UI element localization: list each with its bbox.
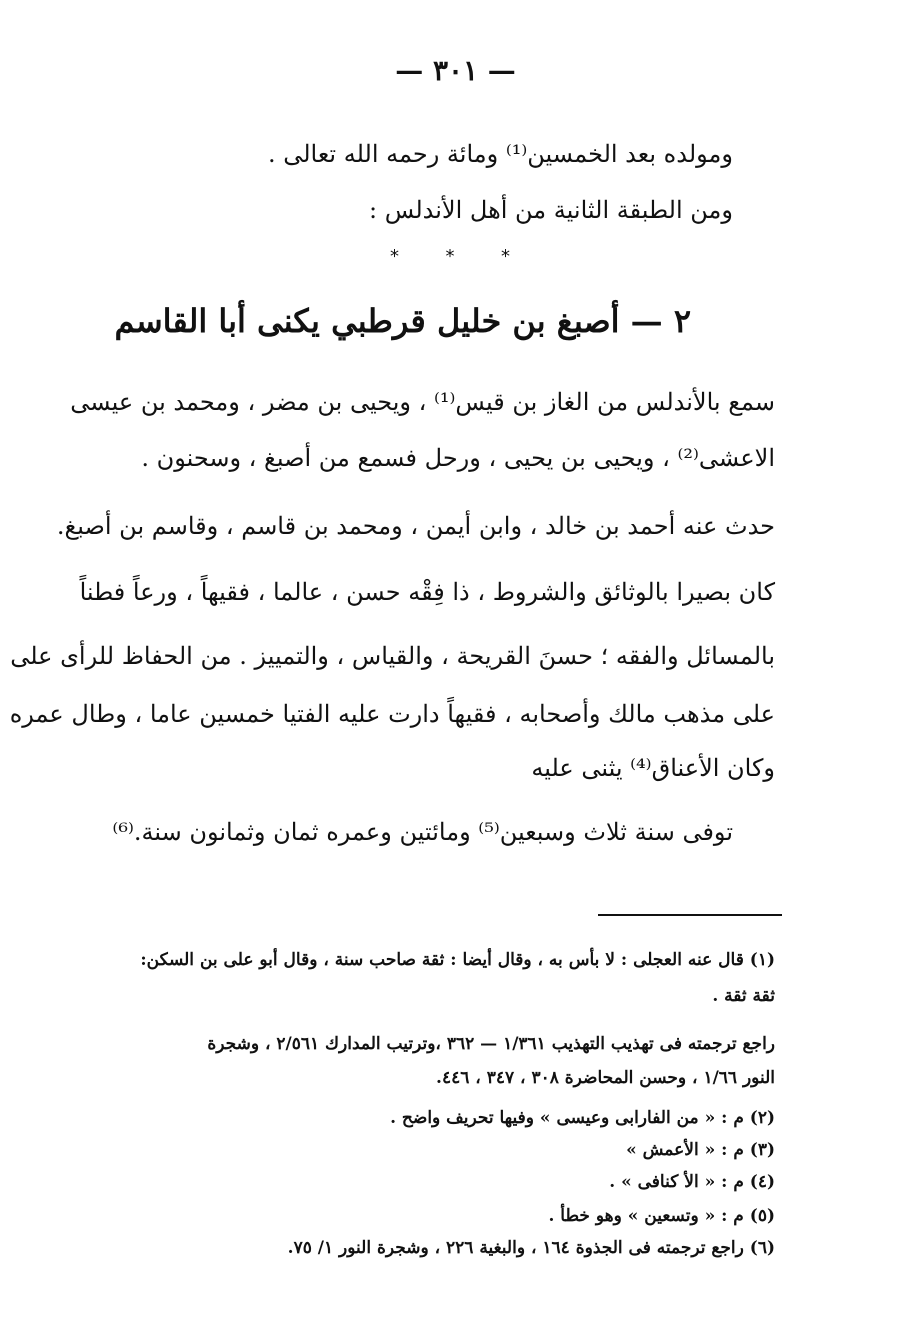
body-line-7: وكان الأعناق⁽⁴⁾ يثنى عليه: [531, 754, 775, 782]
footnote-1-cont: ثقة ثقة .: [712, 986, 775, 1006]
page-number: — ٣٠١ —: [395, 54, 516, 87]
body-line-8: توفى سنة ثلاث وسبعين⁽⁵⁾ ومائتين وعمره ثمان وثمانون سنة.⁽⁶⁾: [112, 818, 733, 846]
star-icon: *: [501, 246, 510, 267]
intro-line-2: ومن الطبقة الثانية من أهل الأندلس :: [369, 196, 733, 224]
intro-line-1: ومولده بعد الخمسين⁽¹⁾ ومائة رحمه الله تعالى .: [267, 140, 733, 168]
footnote-1-ref: راجع ترجمته فى تهذيب التهذيب ١/٣٦١ — ٣٦٢ ،وترتيب المدارك ٢/٥٦١ ، وشجرة: [207, 1034, 775, 1054]
footnote-divider: [598, 914, 782, 916]
entry-title: ٢ — أصبغ بن خليل قرطبي يكنى أبا القاسم: [114, 302, 691, 340]
footnote-1-ref-cont: النور ١/٦٦ ، وحسن المحاضرة ٣٠٨ ، ٣٤٧ ، ٤٤٦.: [436, 1068, 775, 1088]
footnote-6: (٦) راجع ترجمته فى الجذوة ١٦٤ ، والبغية ٢٢٦ ، وشجرة النور ١/ ٧٥.: [287, 1238, 775, 1258]
body-line-3: حدث عنه أحمد بن خالد ، وابن أيمن ، ومحمد بن قاسم ، وقاسم بن أصبغ.: [56, 512, 775, 540]
body-line-1: سمع بالأندلس من الغاز بن قيس⁽¹⁾ ، ويحيى بن مضر ، ومحمد بن عيسى: [70, 388, 775, 416]
star-icon: *: [445, 246, 455, 267]
footnote-1: (١) قال عنه العجلى : لا بأس به ، وقال أيضا : ثقة صاحب سنة ، وقال أبو على بن السكن:: [140, 950, 775, 970]
body-line-6: على مذهب مالك وأصحابه ، فقيهاً دارت عليه الفتيا خمسين عاما ، وطال عمره: [9, 700, 775, 728]
separator-stars: [390, 248, 510, 266]
body-line-4: كان بصيرا بالوثائق والشروط ، ذا فِقْه حسن ، عالما ، فقيهاً ، ورعاً فطناً: [79, 578, 775, 606]
footnote-3: (٣) م : « الأعمش »: [626, 1140, 775, 1160]
body-line-2: الاعشى⁽²⁾ ، ويحيى بن يحيى ، ورحل فسمع من أصبغ ، وسحنون .: [141, 444, 775, 472]
star-icon: *: [390, 246, 399, 267]
footnote-4: (٤) م : « الأ كنافى » .: [609, 1172, 775, 1192]
footnote-5: (٥) م : « وتسعين » وهو خطأ .: [548, 1206, 775, 1226]
body-line-5: بالمسائل والفقه ؛ حسنَ القريحة ، والقياس ، والتمييز . من الحفاظ للرأى على: [10, 642, 775, 670]
footnote-2: (٢) م : « من الفارابى وعيسى » وفيها تحريف واضح .: [390, 1108, 775, 1128]
